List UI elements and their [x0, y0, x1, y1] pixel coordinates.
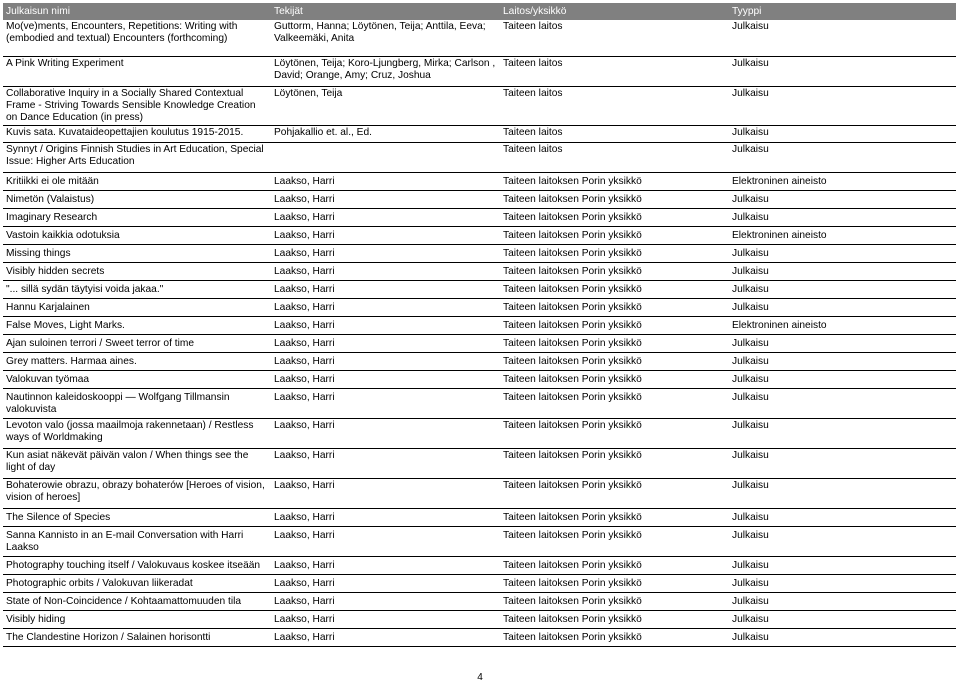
cell-type: Julkaisu [729, 298, 956, 316]
cell-type: Julkaisu [729, 352, 956, 370]
cell-title: Mo(ve)ments, Encounters, Repetitions: Writing with (embodied and textual) Encounters (forthcoming) [3, 20, 271, 56]
cell-authors: Laakso, Harri [271, 592, 500, 610]
table-row [3, 316, 956, 334]
cell-type: Julkaisu [729, 556, 956, 574]
cell-authors: Laakso, Harri [271, 298, 500, 316]
header-unit: Laitos/yksikkö [503, 5, 567, 17]
cell-unit: Taiteen laitoksen Porin yksikkö [500, 418, 729, 448]
cell-title: State of Non-Coincidence / Kohtaamattomuuden tila [3, 592, 271, 610]
cell-type: Julkaisu [729, 628, 956, 646]
cell-authors: Laakso, Harri [271, 556, 500, 574]
cell-unit: Taiteen laitoksen Porin yksikkö [500, 262, 729, 280]
cell-type: Julkaisu [729, 125, 956, 142]
cell-authors: Laakso, Harri [271, 352, 500, 370]
table-row [3, 574, 956, 592]
cell-unit: Taiteen laitoksen Porin yksikkö [500, 610, 729, 628]
cell-unit: Taiteen laitoksen Porin yksikkö [500, 226, 729, 244]
cell-unit: Taiteen laitoksen Porin yksikkö [500, 478, 729, 508]
cell-title: Kuvis sata. Kuvataideopettajien koulutus 1915-2015. [3, 125, 271, 142]
cell-title: Photographic orbits / Valokuvan liikeradat [3, 574, 271, 592]
cell-type: Julkaisu [729, 418, 956, 448]
cell-title: Visibly hiding [3, 610, 271, 628]
cell-title: Kritiikki ei ole mitään [3, 172, 271, 190]
cell-title: Synnyt / Origins Finnish Studies in Art Education, Special Issue: Higher Arts Education [3, 142, 271, 172]
table-body [3, 20, 956, 646]
header-title: Julkaisun nimi [6, 5, 70, 17]
table-row [3, 20, 956, 56]
header-type: Tyyppi [732, 5, 762, 17]
table-header-row [3, 3, 956, 20]
cell-title: Ajan suloinen terrori / Sweet terror of time [3, 334, 271, 352]
cell-unit: Taiteen laitoksen Porin yksikkö [500, 388, 729, 418]
table-row [3, 86, 956, 125]
cell-type: Julkaisu [729, 592, 956, 610]
table-row [3, 448, 956, 478]
table-row [3, 262, 956, 280]
cell-unit: Taiteen laitoksen Porin yksikkö [500, 448, 729, 478]
cell-title: Kun asiat näkevät päivän valon / When things see the light of day [3, 448, 271, 478]
cell-unit: Taiteen laitoksen Porin yksikkö [500, 280, 729, 298]
cell-type: Julkaisu [729, 388, 956, 418]
cell-type: Julkaisu [729, 86, 956, 125]
table-row [3, 334, 956, 352]
header-authors: Tekijät [274, 5, 303, 17]
cell-type: Elektroninen aineisto [729, 316, 956, 334]
cell-authors: Laakso, Harri [271, 610, 500, 628]
cell-authors [271, 142, 500, 172]
page-number: 4 [477, 672, 483, 683]
cell-authors: Laakso, Harri [271, 508, 500, 526]
cell-type: Julkaisu [729, 142, 956, 172]
cell-title: Missing things [3, 244, 271, 262]
table-row [3, 226, 956, 244]
table-row [3, 56, 956, 86]
cell-title: False Moves, Light Marks. [3, 316, 271, 334]
cell-authors: Laakso, Harri [271, 334, 500, 352]
table-row [3, 298, 956, 316]
cell-authors: Laakso, Harri [271, 280, 500, 298]
cell-type: Julkaisu [729, 370, 956, 388]
cell-authors: Laakso, Harri [271, 574, 500, 592]
cell-type: Julkaisu [729, 190, 956, 208]
cell-unit: Taiteen laitoksen Porin yksikkö [500, 172, 729, 190]
cell-type: Elektroninen aineisto [729, 226, 956, 244]
cell-authors: Laakso, Harri [271, 262, 500, 280]
cell-authors: Laakso, Harri [271, 226, 500, 244]
table-row [3, 592, 956, 610]
cell-title: Photography touching itself / Valokuvaus koskee itseään [3, 556, 271, 574]
table-row [3, 280, 956, 298]
cell-type: Julkaisu [729, 574, 956, 592]
cell-type: Julkaisu [729, 334, 956, 352]
cell-unit: Taiteen laitoksen Porin yksikkö [500, 316, 729, 334]
cell-title: Hannu Karjalainen [3, 298, 271, 316]
cell-title: Bohaterowie obrazu, obrazy bohaterów [Heroes of vision, vision of heroes] [3, 478, 271, 508]
cell-type: Julkaisu [729, 244, 956, 262]
cell-unit: Taiteen laitoksen Porin yksikkö [500, 574, 729, 592]
cell-unit: Taiteen laitos [500, 20, 729, 56]
cell-unit: Taiteen laitoksen Porin yksikkö [500, 352, 729, 370]
table-row [3, 556, 956, 574]
cell-type: Julkaisu [729, 526, 956, 556]
cell-unit: Taiteen laitoksen Porin yksikkö [500, 208, 729, 226]
cell-authors: Laakso, Harri [271, 190, 500, 208]
cell-type: Julkaisu [729, 508, 956, 526]
table-row [3, 190, 956, 208]
cell-authors: Laakso, Harri [271, 448, 500, 478]
cell-type: Julkaisu [729, 610, 956, 628]
table-row [3, 526, 956, 556]
table-row [3, 125, 956, 142]
cell-type: Elektroninen aineisto [729, 172, 956, 190]
cell-unit: Taiteen laitoksen Porin yksikkö [500, 244, 729, 262]
cell-type: Julkaisu [729, 448, 956, 478]
cell-unit: Taiteen laitoksen Porin yksikkö [500, 592, 729, 610]
cell-authors: Guttorm, Hanna; Löytönen, Teija; Anttila, Eeva; Valkeemäki, Anita [271, 20, 500, 56]
cell-unit: Taiteen laitos [500, 142, 729, 172]
cell-type: Julkaisu [729, 208, 956, 226]
cell-title: Collaborative Inquiry in a Socially Shared Contextual Frame - Striving Towards Sensible Knowledge Creation on Dance Education (in press) [3, 86, 271, 125]
cell-title: Vastoin kaikkia odotuksia [3, 226, 271, 244]
cell-authors: Laakso, Harri [271, 526, 500, 556]
cell-unit: Taiteen laitos [500, 86, 729, 125]
cell-unit: Taiteen laitoksen Porin yksikkö [500, 508, 729, 526]
cell-title: "... sillä sydän täytyisi voida jakaa." [3, 280, 271, 298]
cell-unit: Taiteen laitoksen Porin yksikkö [500, 556, 729, 574]
table-row [3, 244, 956, 262]
cell-title: Levoton valo (jossa maailmoja rakennetaan) / Restless ways of Worldmaking [3, 418, 271, 448]
cell-title: Nautinnon kaleidoskooppi — Wolfgang Tillmansin valokuvista [3, 388, 271, 418]
cell-type: Julkaisu [729, 262, 956, 280]
cell-unit: Taiteen laitos [500, 56, 729, 86]
cell-authors: Löytönen, Teija [271, 86, 500, 125]
table-row [3, 172, 956, 190]
cell-unit: Taiteen laitoksen Porin yksikkö [500, 370, 729, 388]
cell-title: Nimetön (Valaistus) [3, 190, 271, 208]
cell-type: Julkaisu [729, 20, 956, 56]
cell-title: Sanna Kannisto in an E-mail Conversation with Harri Laakso [3, 526, 271, 556]
cell-title: A Pink Writing Experiment [3, 56, 271, 86]
table-row [3, 352, 956, 370]
table-row [3, 142, 956, 172]
cell-title: The Clandestine Horizon / Salainen horisontti [3, 628, 271, 646]
table-row [3, 508, 956, 526]
cell-authors: Pohjakallio et. al., Ed. [271, 125, 500, 142]
cell-title: Visibly hidden secrets [3, 262, 271, 280]
cell-authors: Löytönen, Teija; Koro-Ljungberg, Mirka; Carlson , David; Orange, Amy; Cruz, Joshua [271, 56, 500, 86]
cell-authors: Laakso, Harri [271, 244, 500, 262]
cell-type: Julkaisu [729, 56, 956, 86]
table-row [3, 628, 956, 646]
table-row [3, 370, 956, 388]
table-row [3, 478, 956, 508]
cell-title: Valokuvan työmaa [3, 370, 271, 388]
cell-unit: Taiteen laitoksen Porin yksikkö [500, 190, 729, 208]
cell-title: Grey matters. Harmaa aines. [3, 352, 271, 370]
cell-unit: Taiteen laitoksen Porin yksikkö [500, 628, 729, 646]
cell-authors: Laakso, Harri [271, 628, 500, 646]
cell-authors: Laakso, Harri [271, 418, 500, 448]
cell-unit: Taiteen laitoksen Porin yksikkö [500, 298, 729, 316]
cell-title: The Silence of Species [3, 508, 271, 526]
cell-unit: Taiteen laitos [500, 125, 729, 142]
cell-authors: Laakso, Harri [271, 388, 500, 418]
table-row [3, 418, 956, 448]
cell-authors: Laakso, Harri [271, 208, 500, 226]
table-row [3, 208, 956, 226]
table-row [3, 388, 956, 418]
publications-table [3, 3, 956, 647]
cell-unit: Taiteen laitoksen Porin yksikkö [500, 334, 729, 352]
cell-authors: Laakso, Harri [271, 478, 500, 508]
cell-authors: Laakso, Harri [271, 370, 500, 388]
cell-title: Imaginary Research [3, 208, 271, 226]
cell-unit: Taiteen laitoksen Porin yksikkö [500, 526, 729, 556]
table-row [3, 610, 956, 628]
cell-authors: Laakso, Harri [271, 172, 500, 190]
cell-authors: Laakso, Harri [271, 316, 500, 334]
cell-type: Julkaisu [729, 478, 956, 508]
cell-type: Julkaisu [729, 280, 956, 298]
